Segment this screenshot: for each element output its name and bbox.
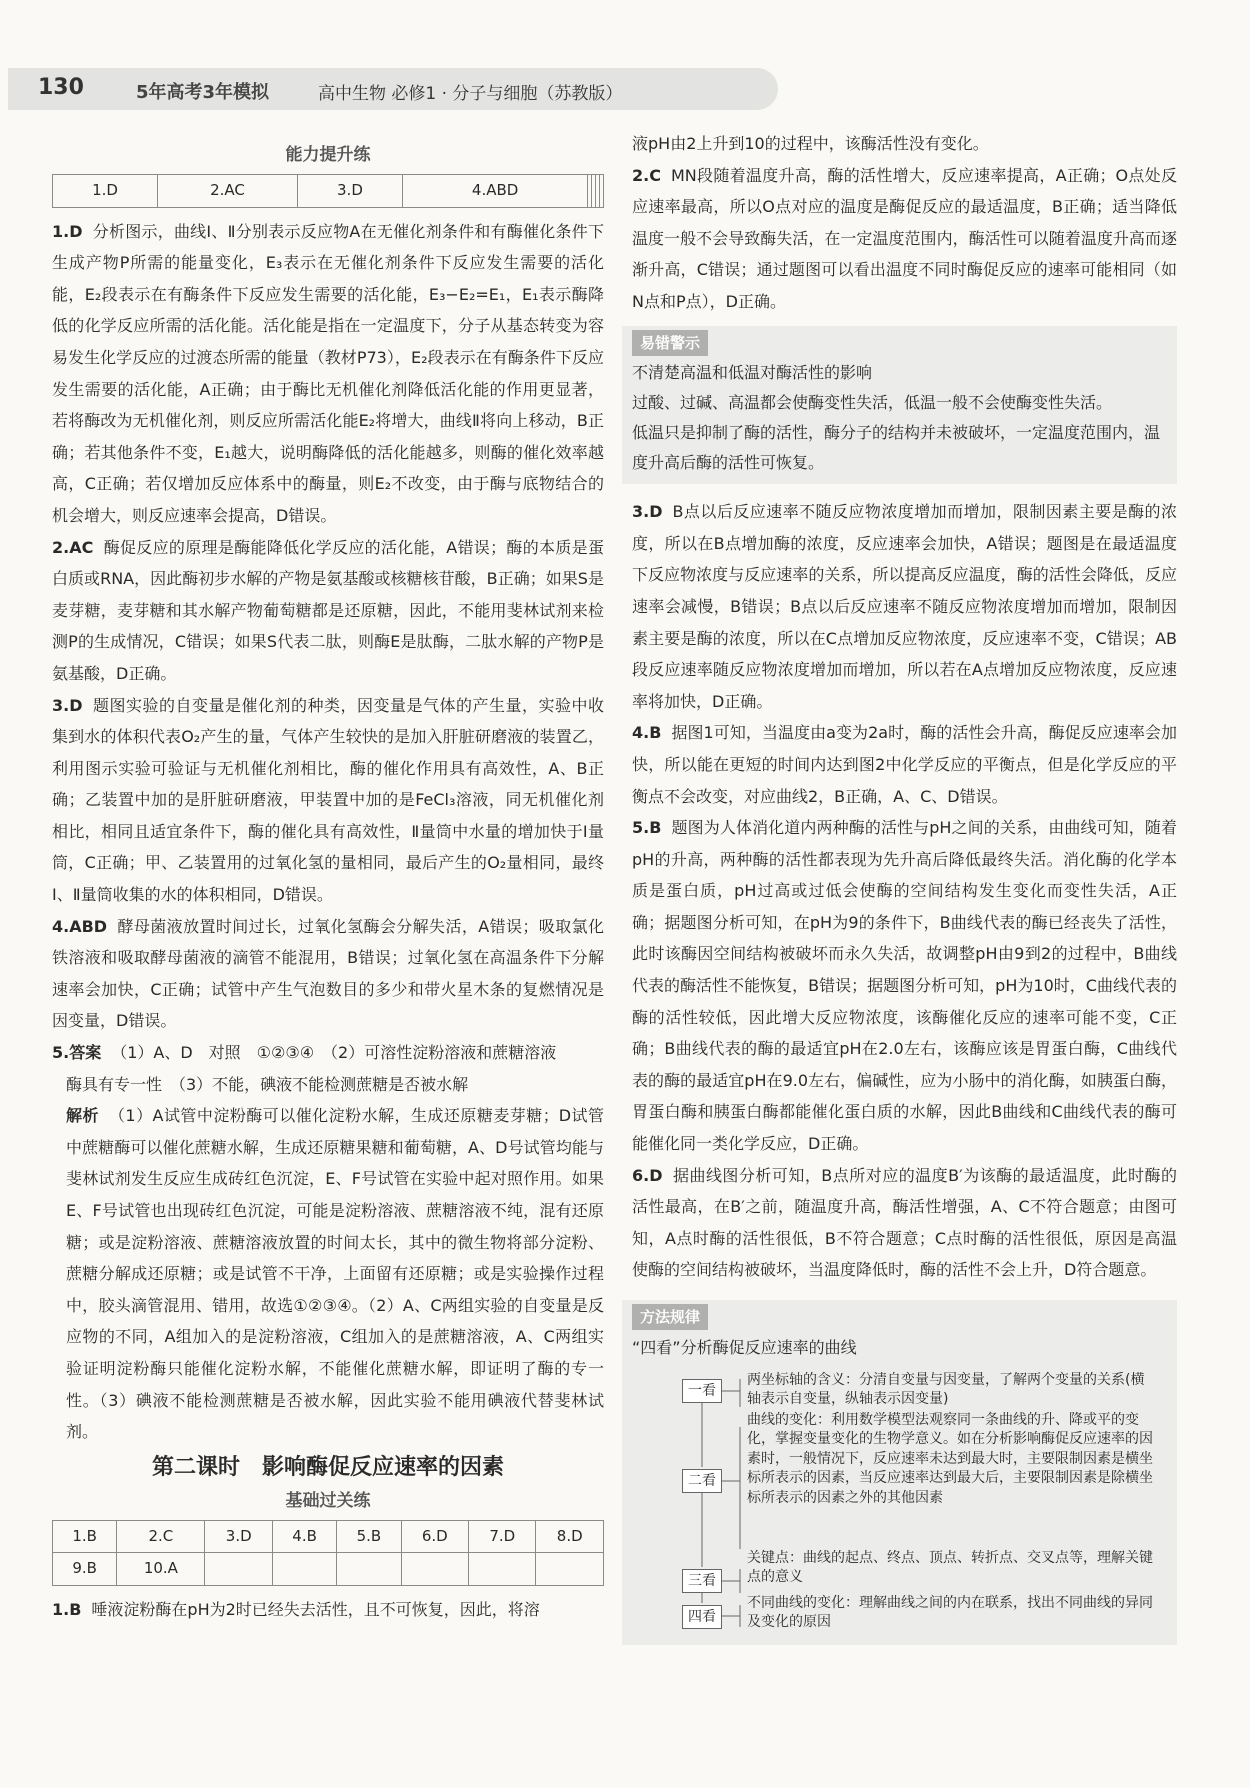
answer-cell: 2.AC — [158, 175, 298, 208]
answer-number: 2.AC — [52, 537, 94, 557]
answer-item — [632, 717, 1177, 812]
answer-text: 酵母菌液放置时间过长，过氧化氢酶会分解失活，A错误；吸取氯化铁溶液和吸取酵母菌液的滴管不能混用，B错误；过氧化氢在高温条件下分解速率会加快，C正确；试管中产生气泡数目的多少和带火星木条的复燃情况是因变量，D错误。 — [52, 916, 604, 1031]
answer-table-2 — [52, 1520, 604, 1586]
answer-number: 5.B — [632, 818, 662, 838]
table-row — [53, 1520, 604, 1553]
warning-text: 低温只是抑制了酶的活性，酶分子的结构并未被破坏，一定温度范围内，温度升高后酶的活性可恢复。 — [632, 423, 1161, 473]
method-box — [622, 1300, 1177, 1645]
answer-cell: 2.C — [117, 1520, 205, 1553]
answer-cell: 1.B — [53, 1520, 117, 1553]
flowchart-connector-lines — [632, 1369, 762, 1639]
step-three-box: 三看 — [682, 1569, 722, 1593]
table-row — [53, 175, 604, 208]
answer-item — [632, 160, 1177, 318]
answer-text: 题图为人体消化道内两种酶的活性与pH之间的关系，由曲线可知，随着pH的升高，两种酶的活性都表现为先升高后降低最终失活。消化酶的化学本质是蛋白质，pH过高或过低会使酶的空间结构发生变化而变性失活，A正确；据题图分析可知，在pH为9的条件下，B曲线代表的酶已经丧失了活性，此时该酶因空间结构被破坏而永久失活，故调整pH由9到2的过程中，B曲线代表的酶活性不能恢复，B错误；据题图分析可知，pH为10时，C曲线代表的酶的活性较低，因此增大反应物浓度，该酶催化反应的速率可能不变，C正确；B曲线代表的酶的最适宜pH在2.0左右，该酶应该是胃蛋白酶，C曲线代表的酶的最适宜pH在9.0左右，偏碱性，应为小肠中的消化酶，如胰蛋白酶，胃蛋白酶和胰蛋白酶都能催化蛋白质的水解，因此B曲线和C曲线代表的酶可能催化同一类化学反应，D正确。 — [632, 818, 1177, 1154]
answer-text: 分析图示，曲线Ⅰ、Ⅱ分别表示反应物A在无催化剂条件和有酶催化条件下生成产物P所需的能量变化，E₃表示在无催化剂条件下反应发生需要的活化能，E₂段表示在有酶条件下反应发生需要的活化能，E₃−E₂=E₁，E₁表示酶降低的化学反应所需的活化能。活化能是指在一定温度下，分子从基态转变为容易发生化学反应的过渡态所需的能量（教材P73），E₂段表示在有酶条件下反应发生需要的活化能，A正确；由于酶比无机催化剂降低活化能的作用更显著，若将酶改为无机催化剂，则反应所需活化能E₂将增大，曲线Ⅱ将向上移动，B正确；若其他条件不变，E₁越大，说明酶降低的活化能越多，则酶的催化效率越高，C正确；若仅增加反应体系中的酶量，则E₂不改变，由于酶与底物结合的机会增大，则反应速率会提高，D错误。 — [52, 221, 604, 525]
right-column — [632, 128, 1177, 1657]
answer-text: 酶促反应的原理是酶能降低化学反应的活化能，A错误；酶的本质是蛋白质或RNA，因此酶初步水解的产物是氨基酸或核糖核苷酸，B正确；如果S是麦芽糖，麦芽糖和其水解产物葡萄糖都是还原糖，因此，不能用斐林试剂来检测P的生成情况，C错误；如果S代表二肽，则酶E是肽酶，二肽水解的产物P是氨基酸，D正确。 — [52, 537, 604, 683]
answer-item — [52, 1594, 604, 1626]
page-header — [8, 68, 778, 110]
book-subtitle: 高中生物 必修1 · 分子与细胞（苏教版） — [318, 84, 623, 104]
analysis-text: （1）A试管中淀粉酶可以催化淀粉水解，生成还原糖麦芽糖；D试管中蔗糖酶可以催化蔗糖水解，生成还原糖果糖和葡萄糖，A、D号试管均能与斐林试剂发生反应生成砖红色沉淀，E、F号试管在实验中起对照作用。如果E、F号试管也出现砖红色沉淀，可能是淀粉溶液、蔗糖溶液不纯，混有还原糖；或是淀粉溶液、蔗糖溶液放置的时间太长，其中的微生物将部分淀粉、蔗糖分解成还原糖；或是试管不干净，上面留有还原糖；或是实验操作过程中，胶头滴管混用、错用，故选①②③④。（2）A、C两组实验的自变量是反应物的不同，A组加入的是淀粉溶液，C组加入的是蔗糖溶液，A、C两组实验证明淀粉酶只能催化淀粉水解，不能催化蔗糖水解，即证明了酶的专一性。（3）碘液不能检测蔗糖是否被水解，因此实验不能用碘液代替斐林试剂。 — [66, 1106, 604, 1442]
answer-cell: 3.D — [205, 1520, 272, 1553]
answer-text: （1）A、D 对照 ①②③④ （2）可溶性淀粉溶液和蔗糖溶液 — [111, 1043, 557, 1063]
answer-number: 4.ABD — [52, 916, 108, 936]
warning-box — [622, 326, 1177, 485]
step-four-text: 不同曲线的变化：理解曲线之间的内在联系，找出不同曲线的异同及变化的原因 — [747, 1594, 1153, 1631]
answer-cell: 9.B — [53, 1553, 117, 1586]
answer-cell: 5.B — [337, 1520, 401, 1553]
answer-item — [52, 690, 604, 911]
table-row — [53, 1553, 604, 1586]
answer-cell: 6.D — [401, 1520, 468, 1553]
warning-text: 过酸、过碱、高温都会使酶变性失活，低温一般不会使酶变性失活。 — [632, 393, 1113, 413]
answer-number: 3.D — [632, 502, 663, 522]
left-column — [52, 140, 604, 1626]
step-four-box: 四看 — [682, 1605, 722, 1629]
book-name: 5年高考3年模拟 — [136, 82, 270, 103]
analysis-label: 解析 — [66, 1106, 99, 1126]
answer-cell — [469, 1553, 536, 1586]
answer-number: 1.D — [52, 221, 83, 241]
step-two-text: 曲线的变化：利用数学模型法观察同一条曲线的升、降或平的变化，掌握变量变化的生物学意义。如在分析影响酶促反应速率的因素时，一般情况下，反应速率未达到最大时，主要限制因素是横坐标所表示的因素，当反应速率达到最大后，主要限制因素是除横坐标所表示的因素之外的其他因素 — [747, 1411, 1153, 1506]
answer-cell — [272, 1553, 336, 1586]
step-one-box: 一看 — [682, 1379, 722, 1403]
section-heading-basic: 基础过关练 — [285, 1490, 371, 1511]
method-flowchart — [632, 1369, 1167, 1639]
answer-text: 据图1可知，当温度由a变为2a时，酶的活性会升高，酶促反应速率会加快，所以能在更短的时间内达到图2中化学反应的平衡点，但是化学反应的平衡点不会改变，对应曲线2，B正确，A、C、D错误。 — [632, 723, 1177, 806]
page-number: 130 — [38, 75, 84, 100]
answer-cell — [337, 1553, 401, 1586]
answer-cell — [536, 1553, 604, 1586]
method-title: “四看”分析酶促反应速率的曲线 — [632, 1337, 857, 1357]
answer-item-5 — [52, 1037, 604, 1069]
answer-item — [632, 496, 1177, 717]
answer-text: MN段随着温度升高，酶的活性增大，反应速率提高，A正确；O点处反应速率最高，所以O点对应的温度是酶促反应的最适温度，B正确；适当降低温度一般不会导致酶失活，在一定温度范围内，酶活性可以随着温度升高而逐渐升高，C错误；通过题图可以看出温度不同时酶促反应的速率可能相同（如N点和P点），D正确。 — [632, 165, 1177, 311]
answer-text-continued: 液pH由2上升到10的过程中，该酶活性没有变化。 — [632, 134, 989, 153]
answer-text: 题图实验的自变量是催化剂的种类，因变量是气体的产生量，实验中收集到水的体积代表O₂产生的量，气体产生较快的是加入肝脏研磨液的装置乙，利用图示实验可验证与无机催化剂相比，酶的催化作用具有高效性，A、B正确；乙装置中加的是肝脏研磨液，甲装置中加的是FeCl₃溶液，同无机催化剂相比，相同且适宜条件下，酶的催化具有高效性，Ⅱ量筒中水量的增加快于Ⅰ量筒，C正确；甲、乙装置用的过氧化氢的量相同，最后产生的O₂量相同，最终Ⅰ、Ⅱ量筒收集的水的体积相同，D错误。 — [52, 695, 604, 905]
answer-cell — [600, 175, 604, 208]
answer-cell: 7.D — [469, 1520, 536, 1553]
answer-number: 2.C — [632, 165, 661, 185]
answer-number: 5.答案 — [52, 1043, 102, 1063]
answer-text: B点以后反应速率不随反应物浓度增加而增加，限制因素主要是酶的浓度，所以在B点增加酶的浓度，反应速率会加快，A错误；题图是在最适温度下反应物浓度与反应速率的关系，所以提高反应温度，酶的活性会降低，反应速率会减慢，B错误；B点以后反应速率不随反应物浓度增加而增加，限制因素主要是酶的浓度，所以在C点增加反应物浓度，反应速率不变，C错误；AB段反应速率随反应物浓度增加而增加，所以若在A点增加反应物浓度，反应速率将加快，D正确。 — [632, 502, 1177, 711]
step-one-text: 两坐标轴的含义：分清自变量与因变量，了解两个变量的关系(横轴表示自变量，纵轴表示因变量) — [747, 1371, 1145, 1408]
answer-item — [632, 812, 1177, 1160]
answer-text: 唾液淀粉酶在pH为2时已经失去活性，且不可恢复，因此，将溶 — [91, 1599, 540, 1619]
answer-cell: 3.D — [297, 175, 402, 208]
answer-cell: 4.B — [272, 1520, 336, 1553]
step-three-text: 关键点：曲线的起点、终点、顶点、转折点、交叉点等，理解关键点的意义 — [747, 1549, 1153, 1586]
answer-table-1 — [52, 174, 604, 208]
analysis-block — [52, 1100, 604, 1448]
answer-item — [52, 911, 604, 1037]
answer-item — [52, 532, 604, 690]
answer-number: 3.D — [52, 695, 83, 715]
answer-cell: 1.D — [53, 175, 158, 208]
answer-cell: 10.A — [117, 1553, 205, 1586]
section-heading-ability: 能力提升练 — [285, 145, 371, 165]
answer-number: 1.B — [52, 1599, 82, 1619]
answer-cell — [401, 1553, 468, 1586]
answer-text-continued: 酶具有专一性 （3）不能，碘液不能检测蔗糖是否被水解 — [66, 1074, 469, 1094]
answer-item — [632, 1160, 1177, 1286]
warning-tag: 易错警示 — [632, 330, 708, 356]
answer-item — [52, 216, 604, 532]
warning-title: 不清楚高温和低温对酶活性的影响 — [632, 363, 873, 383]
method-tag: 方法规律 — [632, 1304, 708, 1330]
answer-cell — [205, 1553, 272, 1586]
step-two-box: 二看 — [682, 1469, 722, 1493]
lesson-title: 第二课时 影响酶促反应速率的因素 — [151, 1454, 504, 1480]
answer-text: 据曲线图分析可知，B点所对应的温度B′为该酶的最适温度，此时酶的活性最高，在B′之前，随温度升高，酶活性增强，A、C不符合题意；由图可知，A点时酶的活性很低，B不符合题意；C点时酶的活性很低，原因是高温使酶的空间结构被破坏，当温度降低时，酶的活性不会上升，D符合题意。 — [632, 1165, 1177, 1280]
answer-cell: 4.ABD — [402, 175, 587, 208]
answer-number: 6.D — [632, 1165, 663, 1185]
answer-cell: 8.D — [536, 1520, 604, 1553]
answer-number: 4.B — [632, 723, 662, 743]
